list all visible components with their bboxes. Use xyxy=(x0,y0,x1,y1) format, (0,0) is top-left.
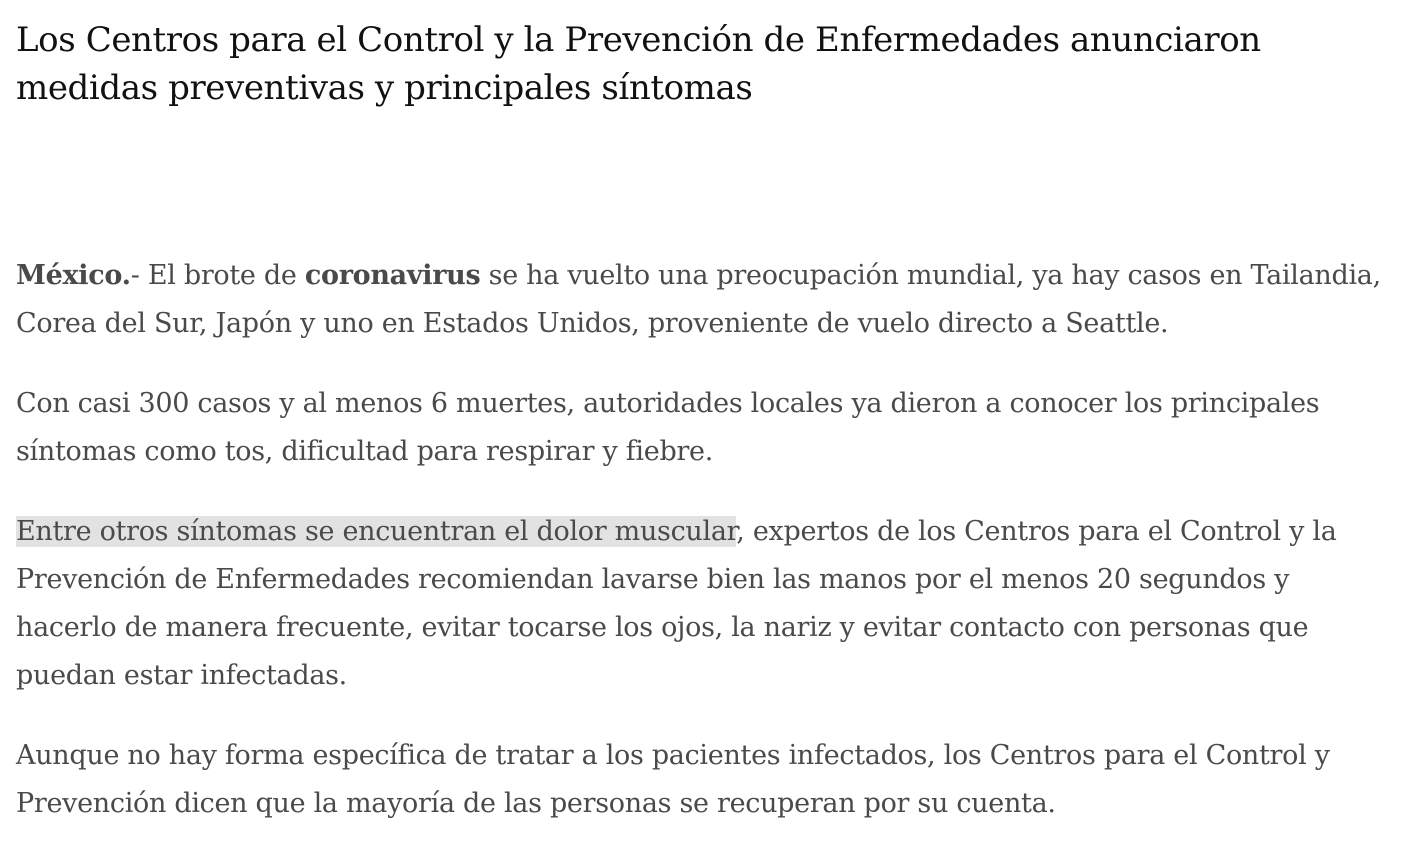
article-body xyxy=(16,252,1392,828)
article xyxy=(16,0,1392,860)
paragraph-3 xyxy=(16,508,1392,700)
highlighted-text: Entre otros síntomas se encuentran el dolor muscular xyxy=(16,516,737,547)
paragraph-1-text-b: se ha vuelto una preocupación mundial, ya hay casos en Tailandia, Corea del Sur, Japón y uno en Estados Unidos, proveniente de vuelo directo a Seattle. xyxy=(16,260,1381,339)
paragraph-2: Con casi 300 casos y al menos 6 muertes, autoridades locales ya dieron a conocer los principales síntomas como tos, dificultad para respirar y fiebre. xyxy=(16,388,1320,467)
dateline-separator: - xyxy=(130,260,148,291)
paragraph-3-text: , expertos de los Centros para el Control y la Prevención de Enfermedades recomiendan lavarse bien las manos por el menos 20 segundos y hacerlo de manera frecuente, evitar tocarse los ojos, la nariz y evitar contacto con personas que puedan estar infectadas. xyxy=(16,516,1337,691)
keyword-coronavirus: coronavirus xyxy=(304,260,481,291)
paragraph-1-text-a: El brote de xyxy=(147,260,305,291)
dateline: México. xyxy=(16,260,131,291)
paragraph-1 xyxy=(16,252,1392,348)
paragraph-4: Aunque no hay forma específica de tratar a los pacientes infectados, los Centros para el Control y Prevención dicen que la mayoría de las personas se recuperan por su cuenta. xyxy=(16,740,1330,819)
article-subtitle: Los Centros para el Control y la Prevención de Enfermedades anunciaron medidas preventivas y principales síntomas xyxy=(16,20,1261,108)
